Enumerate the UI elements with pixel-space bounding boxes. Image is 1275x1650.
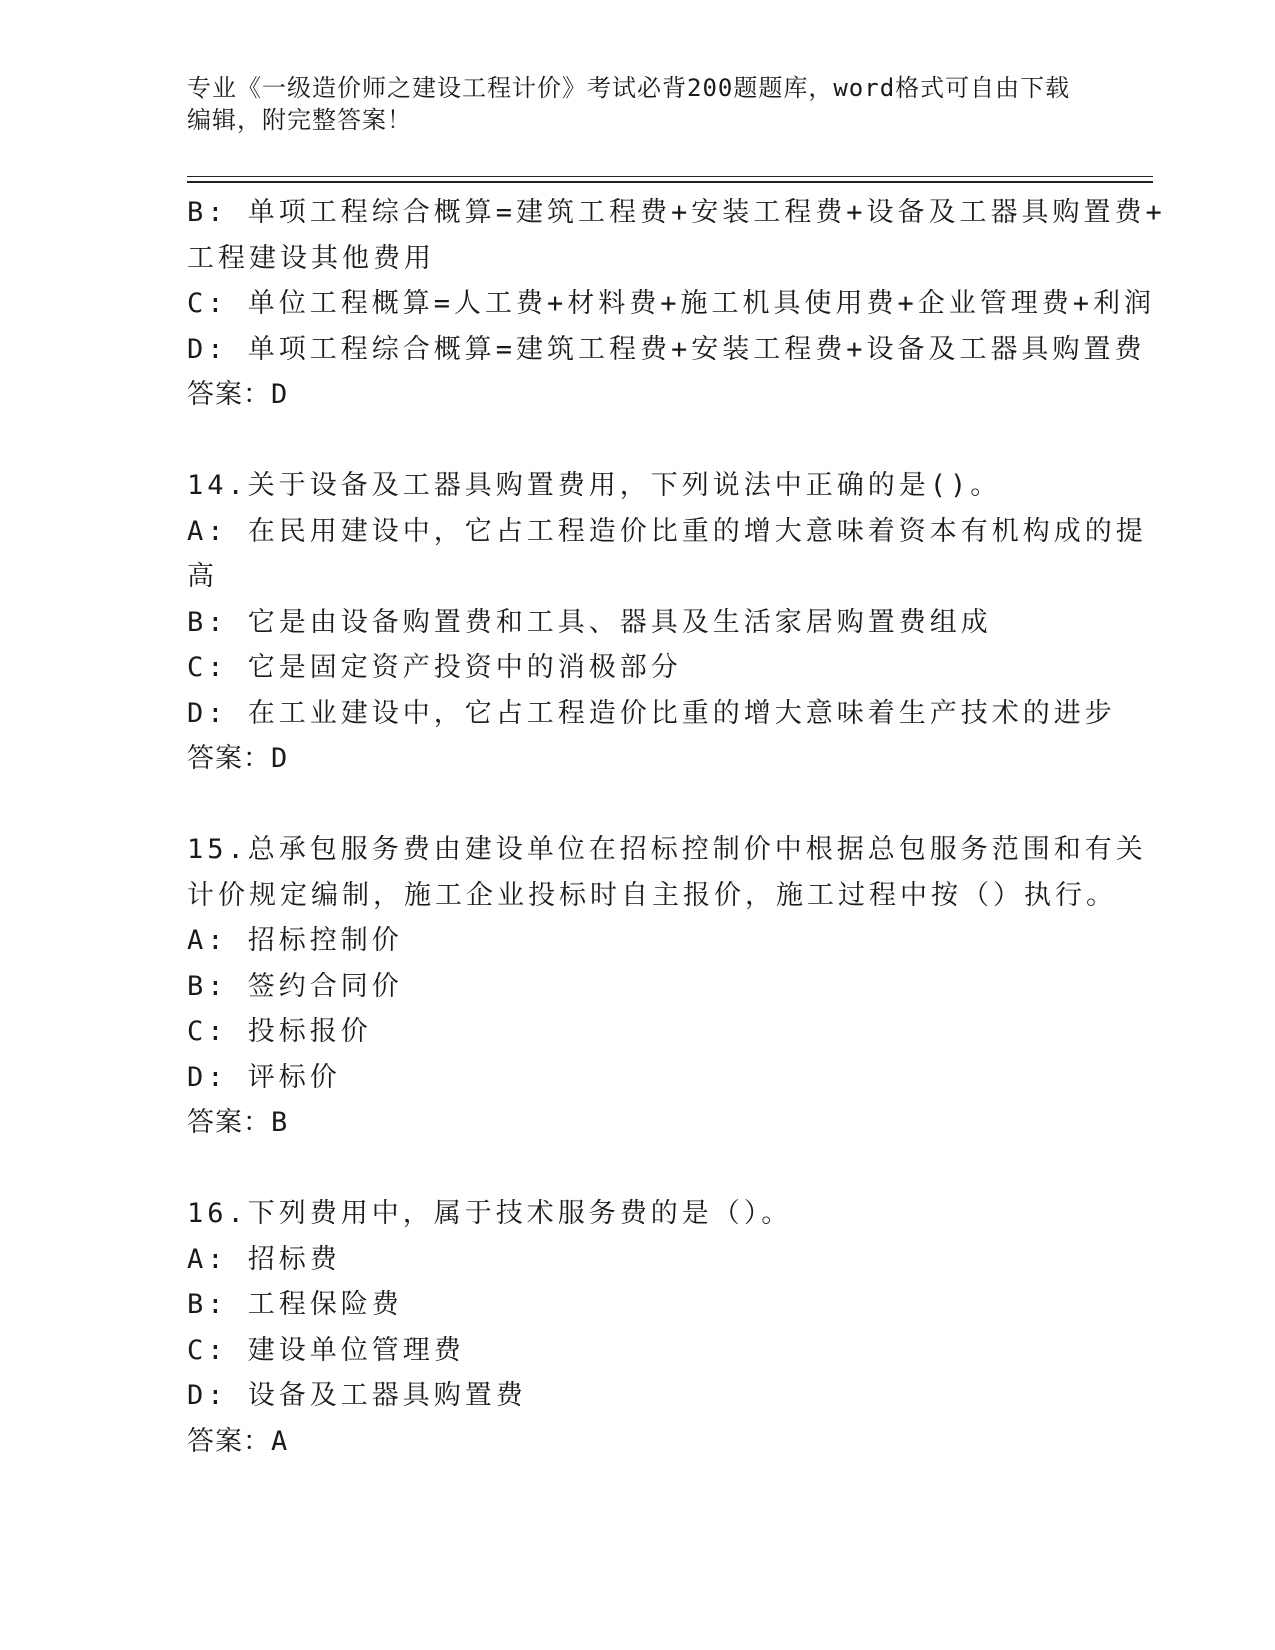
option-b-line-1: B: 单项工程综合概算=建筑工程费+安装工程费+设备及工器具购置费+ — [187, 197, 1166, 228]
header-title-line-2: 编辑，附完整答案！ — [187, 106, 412, 134]
spacer — [187, 1146, 1087, 1192]
question-14 — [187, 463, 1147, 782]
option-d: D: 评标价 — [187, 1061, 341, 1093]
question-stem-line-1: 15.总承包服务费由建设单位在招标控制价中根据总包服务范围和有关 — [187, 834, 1147, 865]
option-b: B: 工程保险费 — [187, 1289, 403, 1320]
header-divider-thin — [187, 176, 1153, 177]
option-b-line-2: 工程建设其他费用 — [187, 242, 435, 274]
question-stem: 14.关于设备及工器具购置费用，下列说法中正确的是()。 — [187, 470, 1002, 501]
question-list — [187, 190, 1166, 1464]
option-c: C: 建设单位管理费 — [187, 1334, 465, 1366]
question-15 — [187, 827, 1147, 1146]
question-13-tail — [187, 190, 1166, 418]
option-d: D: 在工业建设中，它占工程造价比重的增大意味着生产技术的进步 — [187, 697, 1116, 729]
option-c: C: 它是固定资产投资中的消极部分 — [187, 652, 682, 683]
answer: 答案：A — [187, 1425, 289, 1457]
answer: 答案：B — [187, 1107, 289, 1138]
option-c: C: 投标报价 — [187, 1016, 372, 1047]
option-c: C: 单位工程概算=人工费+材料费+施工机具使用费+企业管理费+利润 — [187, 288, 1156, 319]
spacer — [187, 782, 1087, 828]
question-stem-line-2: 计价规定编制，施工企业投标时自主报价，施工过程中按（）执行。 — [187, 879, 1117, 911]
option-d: D: 设备及工器具购置费 — [187, 1380, 527, 1411]
option-b: B: 它是由设备购置费和工具、器具及生活家居购置费组成 — [187, 606, 992, 638]
header-title-line-1: 专业《一级造价师之建设工程计价》考试必背200题题库，word格式可自由下载 — [187, 74, 1071, 102]
header-divider-thick — [187, 181, 1153, 183]
option-d: D: 单项工程综合概算=建筑工程费+安装工程费+设备及工器具购置费 — [187, 333, 1146, 365]
option-b: B: 签约合同价 — [187, 970, 403, 1002]
answer: 答案：D — [187, 743, 289, 774]
option-a-line-2: 高 — [187, 561, 218, 592]
question-16 — [187, 1191, 1087, 1464]
document-header — [187, 72, 1087, 136]
question-stem: 16.下列费用中，属于技术服务费的是（）。 — [187, 1198, 793, 1229]
option-a-line-1: A: 在民用建设中，它占工程造价比重的增大意味着资本有机构成的提 — [187, 515, 1147, 547]
option-a: A: 招标控制价 — [187, 925, 403, 956]
option-a: A: 招标费 — [187, 1243, 341, 1275]
spacer — [187, 418, 1087, 464]
answer: 答案：D — [187, 379, 289, 410]
